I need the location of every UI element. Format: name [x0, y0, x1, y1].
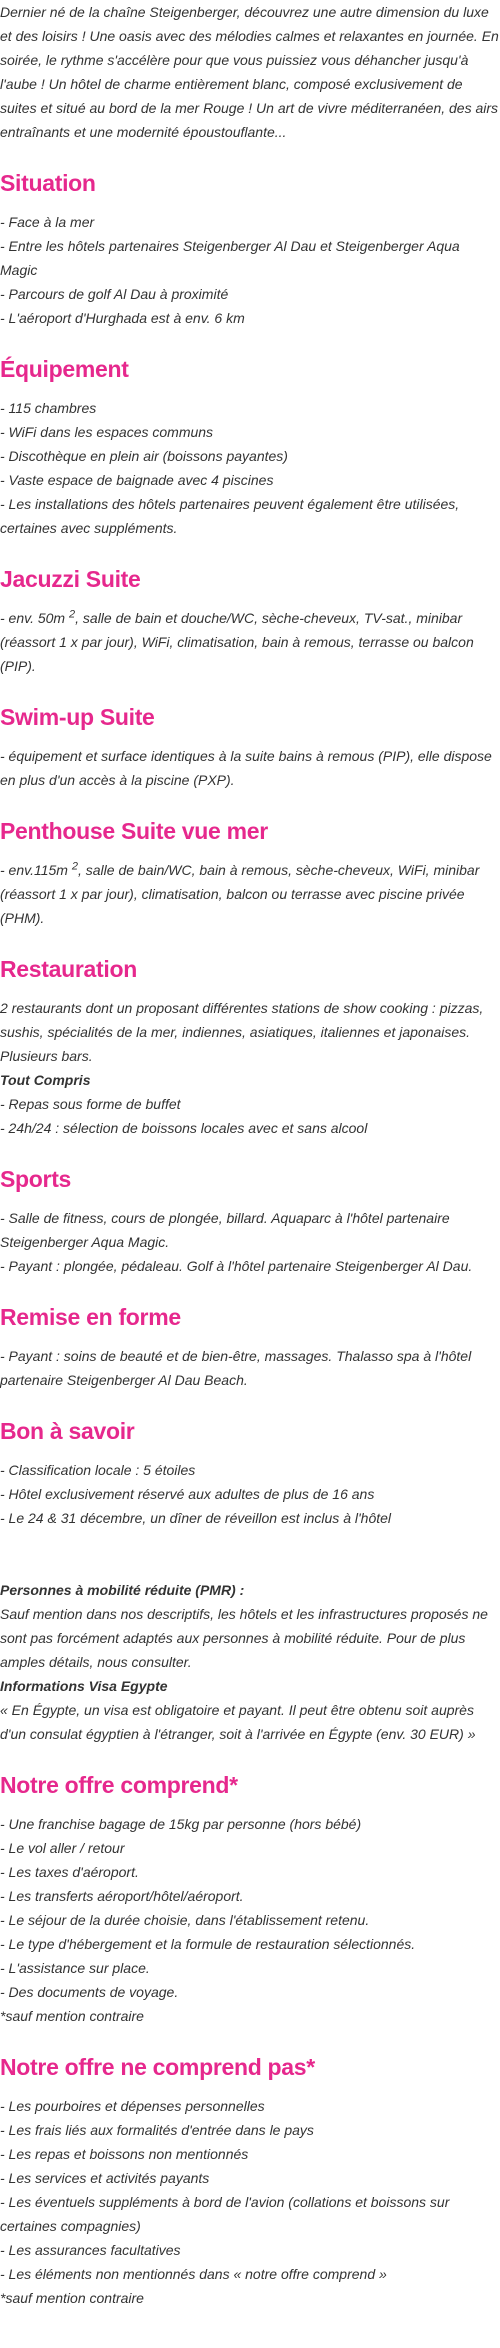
list-item: - Repas sous forme de buffet [0, 1096, 181, 1112]
footnote: *sauf mention contraire [0, 2290, 144, 2306]
section-swimup-suite [0, 702, 500, 792]
section-jacuzzi-suite [0, 564, 500, 678]
room-size: - env. 50m [0, 610, 69, 626]
spacer [0, 1530, 500, 1554]
list-item: - Salle de fitness, cours de plongée, billard. Aquaparc à l'hôtel partenaire Steigenberger Aqua Magic. [0, 1210, 450, 1250]
superscript: 2 [71, 860, 78, 873]
list-item: - WiFi dans les espaces communs [0, 424, 214, 440]
list-item: - L'assistance sur place. [0, 1960, 150, 1976]
section-title: Penthouse Suite vue mer [0, 818, 268, 844]
section-content [0, 2094, 500, 2310]
list-item: - Une franchise bagage de 15kg par personne (hors bébé) [0, 1816, 362, 1832]
section-penthouse-suite [0, 816, 500, 930]
list-item: - 115 chambres [0, 400, 97, 416]
list-item: - Les assurances facultatives [0, 2242, 181, 2258]
intro-paragraph: Dernier né de la chaîne Steigenberger, découvrez une autre dimension du luxe et des loisirs ! Une oasis avec des mélodies calmes et relaxantes en journée. En soirée, le rythme s'accélère pour que vous puissiez vous déhancher jusqu'à l'aube ! Un hôtel de charme entièrement blanc, composé exclusivement de suites et situé au bord de la mer Rouge ! Un art de vivre méditerranéen, des airs entraînants et une modernité époustouflante... [0, 4, 499, 140]
section-content [0, 1344, 500, 1392]
list-item: - Vaste espace de baignade avec 4 piscines [0, 472, 274, 488]
section-content [0, 1812, 500, 2028]
section-content [0, 1206, 500, 1278]
list-item: - Entre les hôtels partenaires Steigenberger Al Dau et Steigenberger Aqua Magic [0, 238, 460, 278]
list-item: - Classification locale : 5 étoiles [0, 1462, 196, 1478]
section-sports [0, 1164, 500, 1278]
list-item: - Les services et activités payants [0, 2170, 210, 2186]
section-remise-en-forme [0, 1302, 500, 1392]
visa-heading: Informations Visa Egypte [0, 1678, 168, 1694]
section-title: Jacuzzi Suite [0, 566, 141, 592]
pmr-text: Sauf mention dans nos descriptifs, les hôtels et les infrastructures proposés ne sont pas forcément adaptés aux personnes à mobilité réduite. Pour de plus amples détails, nous consulter. [0, 1606, 488, 1670]
room-size: - env.115m [0, 862, 72, 878]
pmr-heading: Personnes à mobilité réduite (PMR) : [0, 1582, 245, 1598]
list-item: - Le type d'hébergement et la formule de restauration sélectionnés. [0, 1936, 416, 1952]
list-item: - Les pourboires et dépenses personnelles [0, 2098, 265, 2114]
spacer [0, 1554, 500, 1578]
list-item: - Le séjour de la durée choisie, dans l'établissement retenu. [0, 1912, 370, 1928]
section-content [0, 858, 500, 930]
list-item: - Le 24 & 31 décembre, un dîner de réveillon est inclus à l'hôtel [0, 1510, 392, 1526]
section-content [0, 210, 500, 330]
section-content [0, 1458, 500, 1746]
section-title: Sports [0, 1166, 72, 1192]
room-features: , salle de bain et douche/WC, sèche-cheveux, TV-sat., minibar (réassort 1 x par jour), WiFi, climatisation, bain à remous, terrasse ou balcon (PIP). [0, 610, 474, 674]
section-offre-comprend [0, 1770, 500, 2028]
room-description [0, 606, 500, 678]
visa-text: « En Égypte, un visa est obligatoire et payant. Il peut être obtenu soit auprès d'un consulat égyptien à l'étranger, soit à l'arrivée en Égypte (env. 30 EUR) » [0, 1702, 476, 1742]
room-description [0, 858, 500, 930]
list-item: - Hôtel exclusivement réservé aux adultes de plus de 16 ans [0, 1486, 375, 1502]
list-item: - Parcours de golf Al Dau à proximité [0, 286, 229, 302]
section-title: Restauration [0, 956, 137, 982]
section-restauration [0, 954, 500, 1140]
section-content [0, 606, 500, 678]
section-title: Équipement [0, 356, 129, 382]
section-equipement [0, 354, 500, 540]
section-bon-a-savoir [0, 1416, 500, 1746]
room-description: - équipement et surface identiques à la suite bains à remous (PIP), elle dispose en plus d'un accès à la piscine (PXP). [0, 748, 492, 788]
list-item: - Payant : plongée, pédaleau. Golf à l'hôtel partenaire Steigenberger Al Dau. [0, 1258, 473, 1274]
list-item: - L'aéroport d'Hurghada est à env. 6 km [0, 310, 245, 326]
section-title: Remise en forme [0, 1304, 181, 1330]
superscript: 2 [69, 608, 76, 621]
footnote: *sauf mention contraire [0, 2008, 144, 2024]
section-content [0, 396, 500, 540]
room-features: , salle de bain/WC, bain à remous, sèche-cheveux, WiFi, minibar (réassort 1 x par jour), climatisation, balcon ou terrasse avec piscine privée (PHM). [0, 862, 480, 926]
list-item: - Payant : soins de beauté et de bien-être, massages. Thalasso spa à l'hôtel partenaire Steigenberger Al Dau Beach. [0, 1348, 472, 1388]
list-item: - Les éventuels suppléments à bord de l'avion (collations et boissons sur certaines compagnies) [0, 2194, 450, 2234]
list-item: - Des documents de voyage. [0, 1984, 179, 2000]
section-title: Notre offre ne comprend pas* [0, 2054, 315, 2080]
list-item: - Les repas et boissons non mentionnés [0, 2146, 249, 2162]
section-title: Swim-up Suite [0, 704, 155, 730]
restaurant-description: 2 restaurants dont un proposant différentes stations de show cooking : pizzas, sushis, spécialités de la mer, indiennes, asiatiques, italiennes et japonaises. Plusieurs bars. [0, 1000, 484, 1064]
section-title: Notre offre comprend* [0, 1772, 238, 1798]
section-title: Bon à savoir [0, 1418, 135, 1444]
list-item: - 24h/24 : sélection de boissons locales avec et sans alcool [0, 1120, 368, 1136]
section-situation [0, 168, 500, 330]
list-item: - Les installations des hôtels partenaires peuvent également être utilisées, certaines avec suppléments. [0, 496, 460, 536]
list-item: - Les transferts aéroport/hôtel/aéroport. [0, 1888, 244, 1904]
list-item: - Les éléments non mentionnés dans « notre offre comprend » [0, 2266, 387, 2282]
section-offre-ne-comprend-pas [0, 2052, 500, 2310]
list-item: - Le vol aller / retour [0, 1840, 125, 1856]
section-content [0, 996, 500, 1140]
list-item: - Discothèque en plein air (boissons payantes) [0, 448, 288, 464]
list-item: - Les frais liés aux formalités d'entrée dans le pays [0, 2122, 314, 2138]
list-item: - Face à la mer [0, 214, 95, 230]
list-item: - Les taxes d'aéroport. [0, 1864, 139, 1880]
section-title: Situation [0, 170, 96, 196]
section-content [0, 744, 500, 792]
all-inclusive-label: Tout Compris [0, 1072, 91, 1088]
